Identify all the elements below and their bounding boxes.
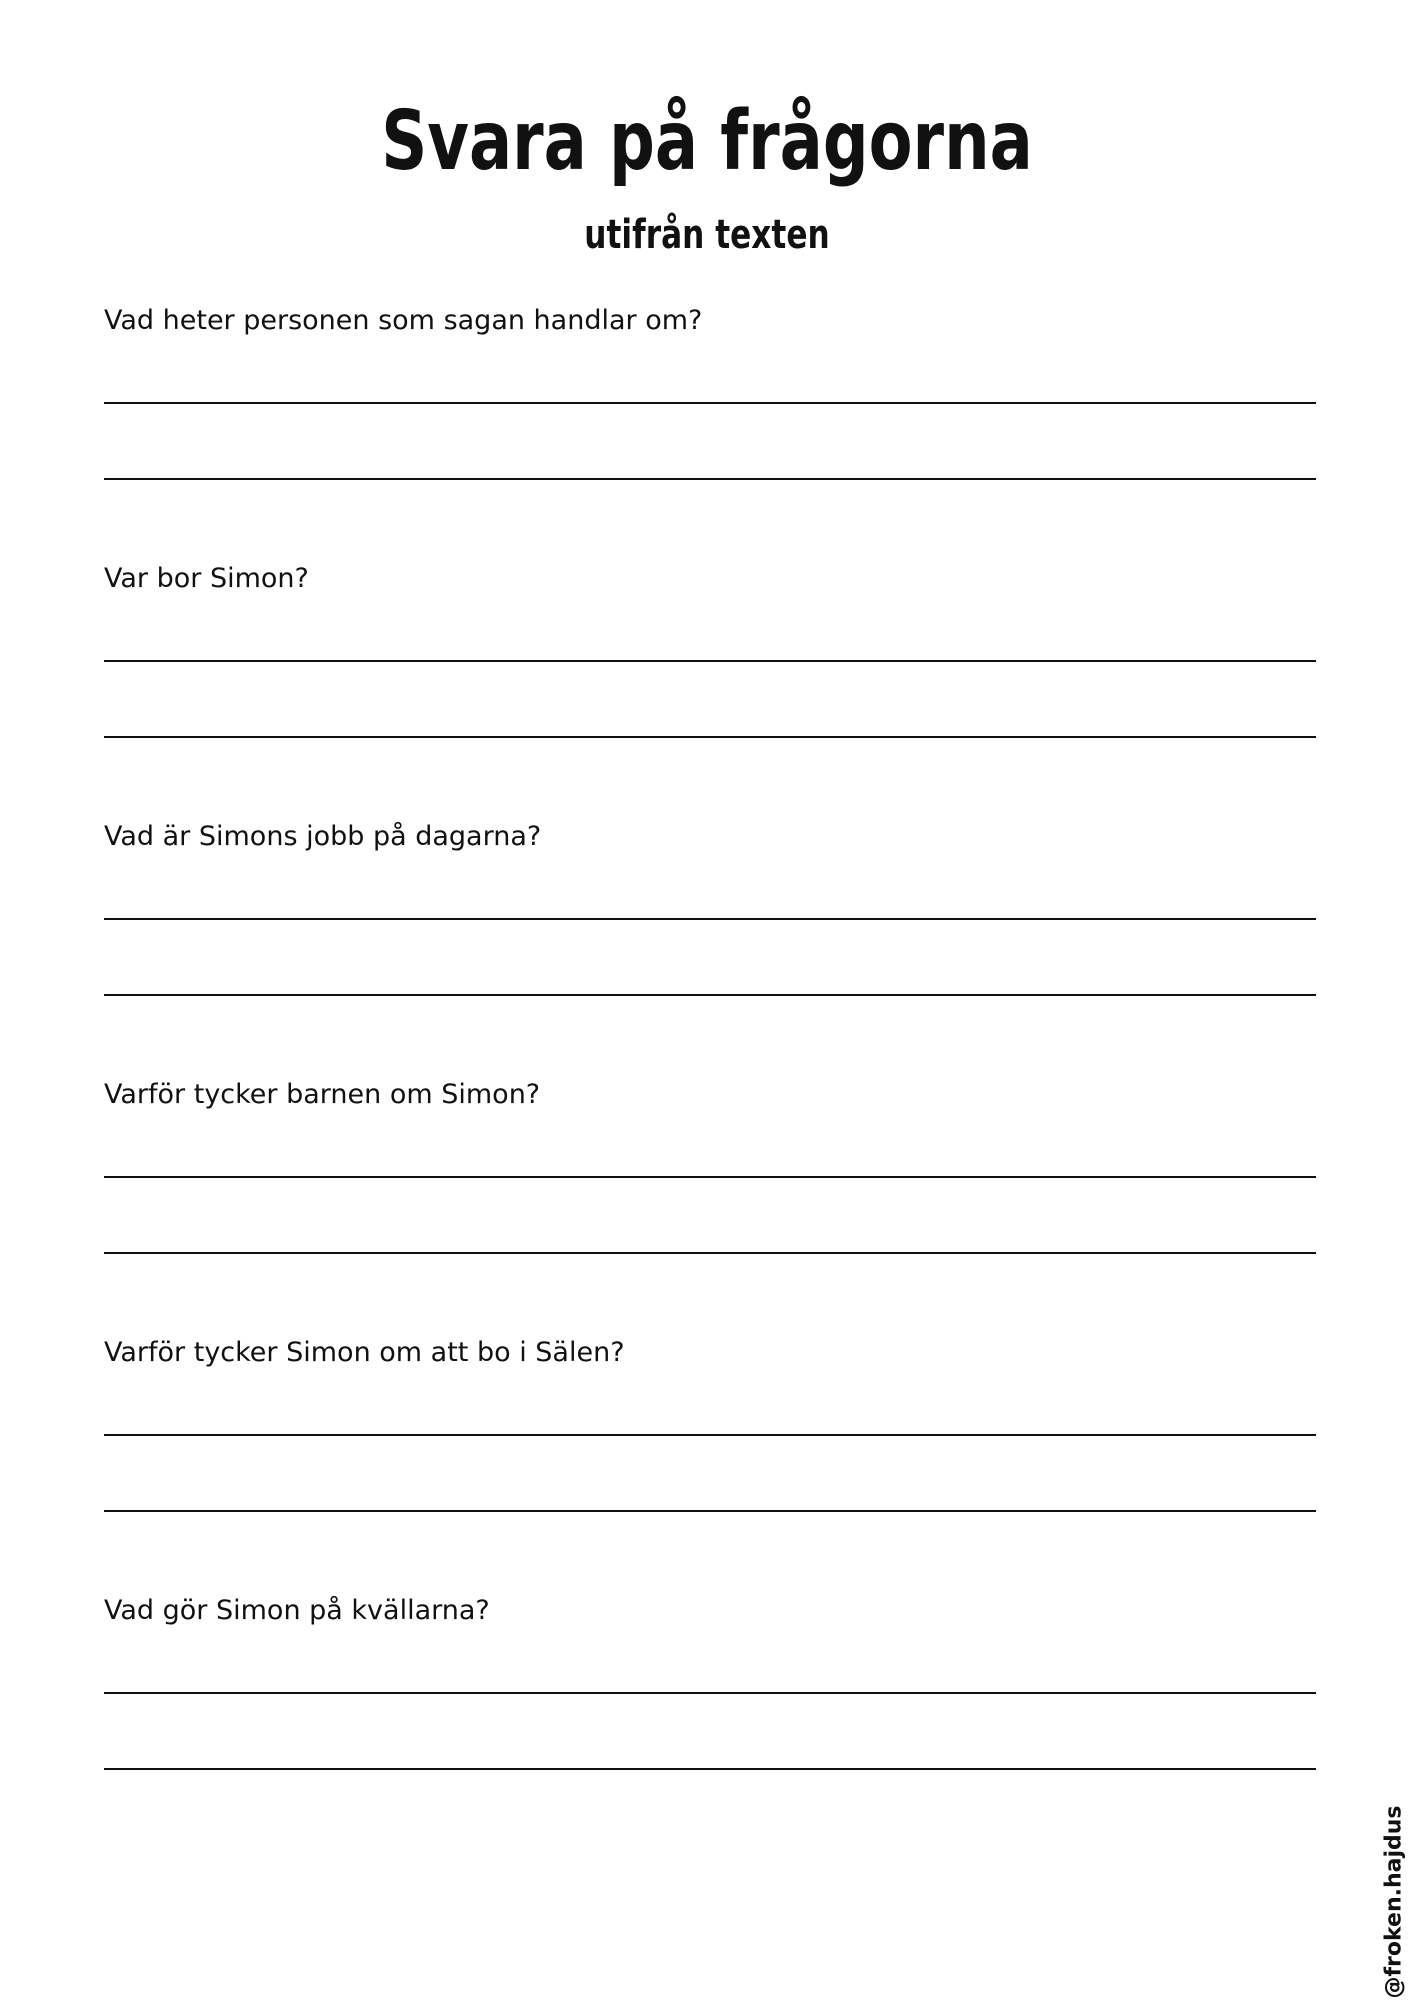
answer-line[interactable] (104, 918, 1316, 920)
answer-line[interactable] (104, 660, 1316, 662)
answer-line[interactable] (104, 402, 1316, 404)
author-credit: @froken.hajdus (1381, 1805, 1407, 1999)
question-block-2 (104, 562, 1316, 762)
answer-line[interactable] (104, 1434, 1316, 1436)
question-block-5 (104, 1336, 1316, 1536)
answer-line[interactable] (104, 478, 1316, 480)
answer-line[interactable] (104, 1252, 1316, 1254)
answer-line[interactable] (104, 1176, 1316, 1178)
question-text: Varför tycker Simon om att bo i Sälen? (104, 1337, 625, 1368)
answer-line[interactable] (104, 994, 1316, 996)
question-text: Varför tycker barnen om Simon? (104, 1079, 541, 1110)
question-text: Vad gör Simon på kvällarna? (104, 1595, 490, 1626)
worksheet-title: Svara på frågorna (381, 94, 1033, 189)
question-text: Vad är Simons jobb på dagarna? (104, 821, 542, 852)
question-block-4 (104, 1078, 1316, 1278)
question-block-3 (104, 820, 1316, 1020)
question-text: Vad heter personen som sagan handlar om? (104, 305, 703, 336)
answer-line[interactable] (104, 1768, 1316, 1770)
question-block-1 (104, 304, 1316, 504)
answer-line[interactable] (104, 1692, 1316, 1694)
worksheet-subtitle: utifrån texten (584, 212, 830, 258)
answer-line[interactable] (104, 1510, 1316, 1512)
question-block-6 (104, 1594, 1316, 1794)
answer-line[interactable] (104, 736, 1316, 738)
question-text: Var bor Simon? (104, 563, 309, 594)
